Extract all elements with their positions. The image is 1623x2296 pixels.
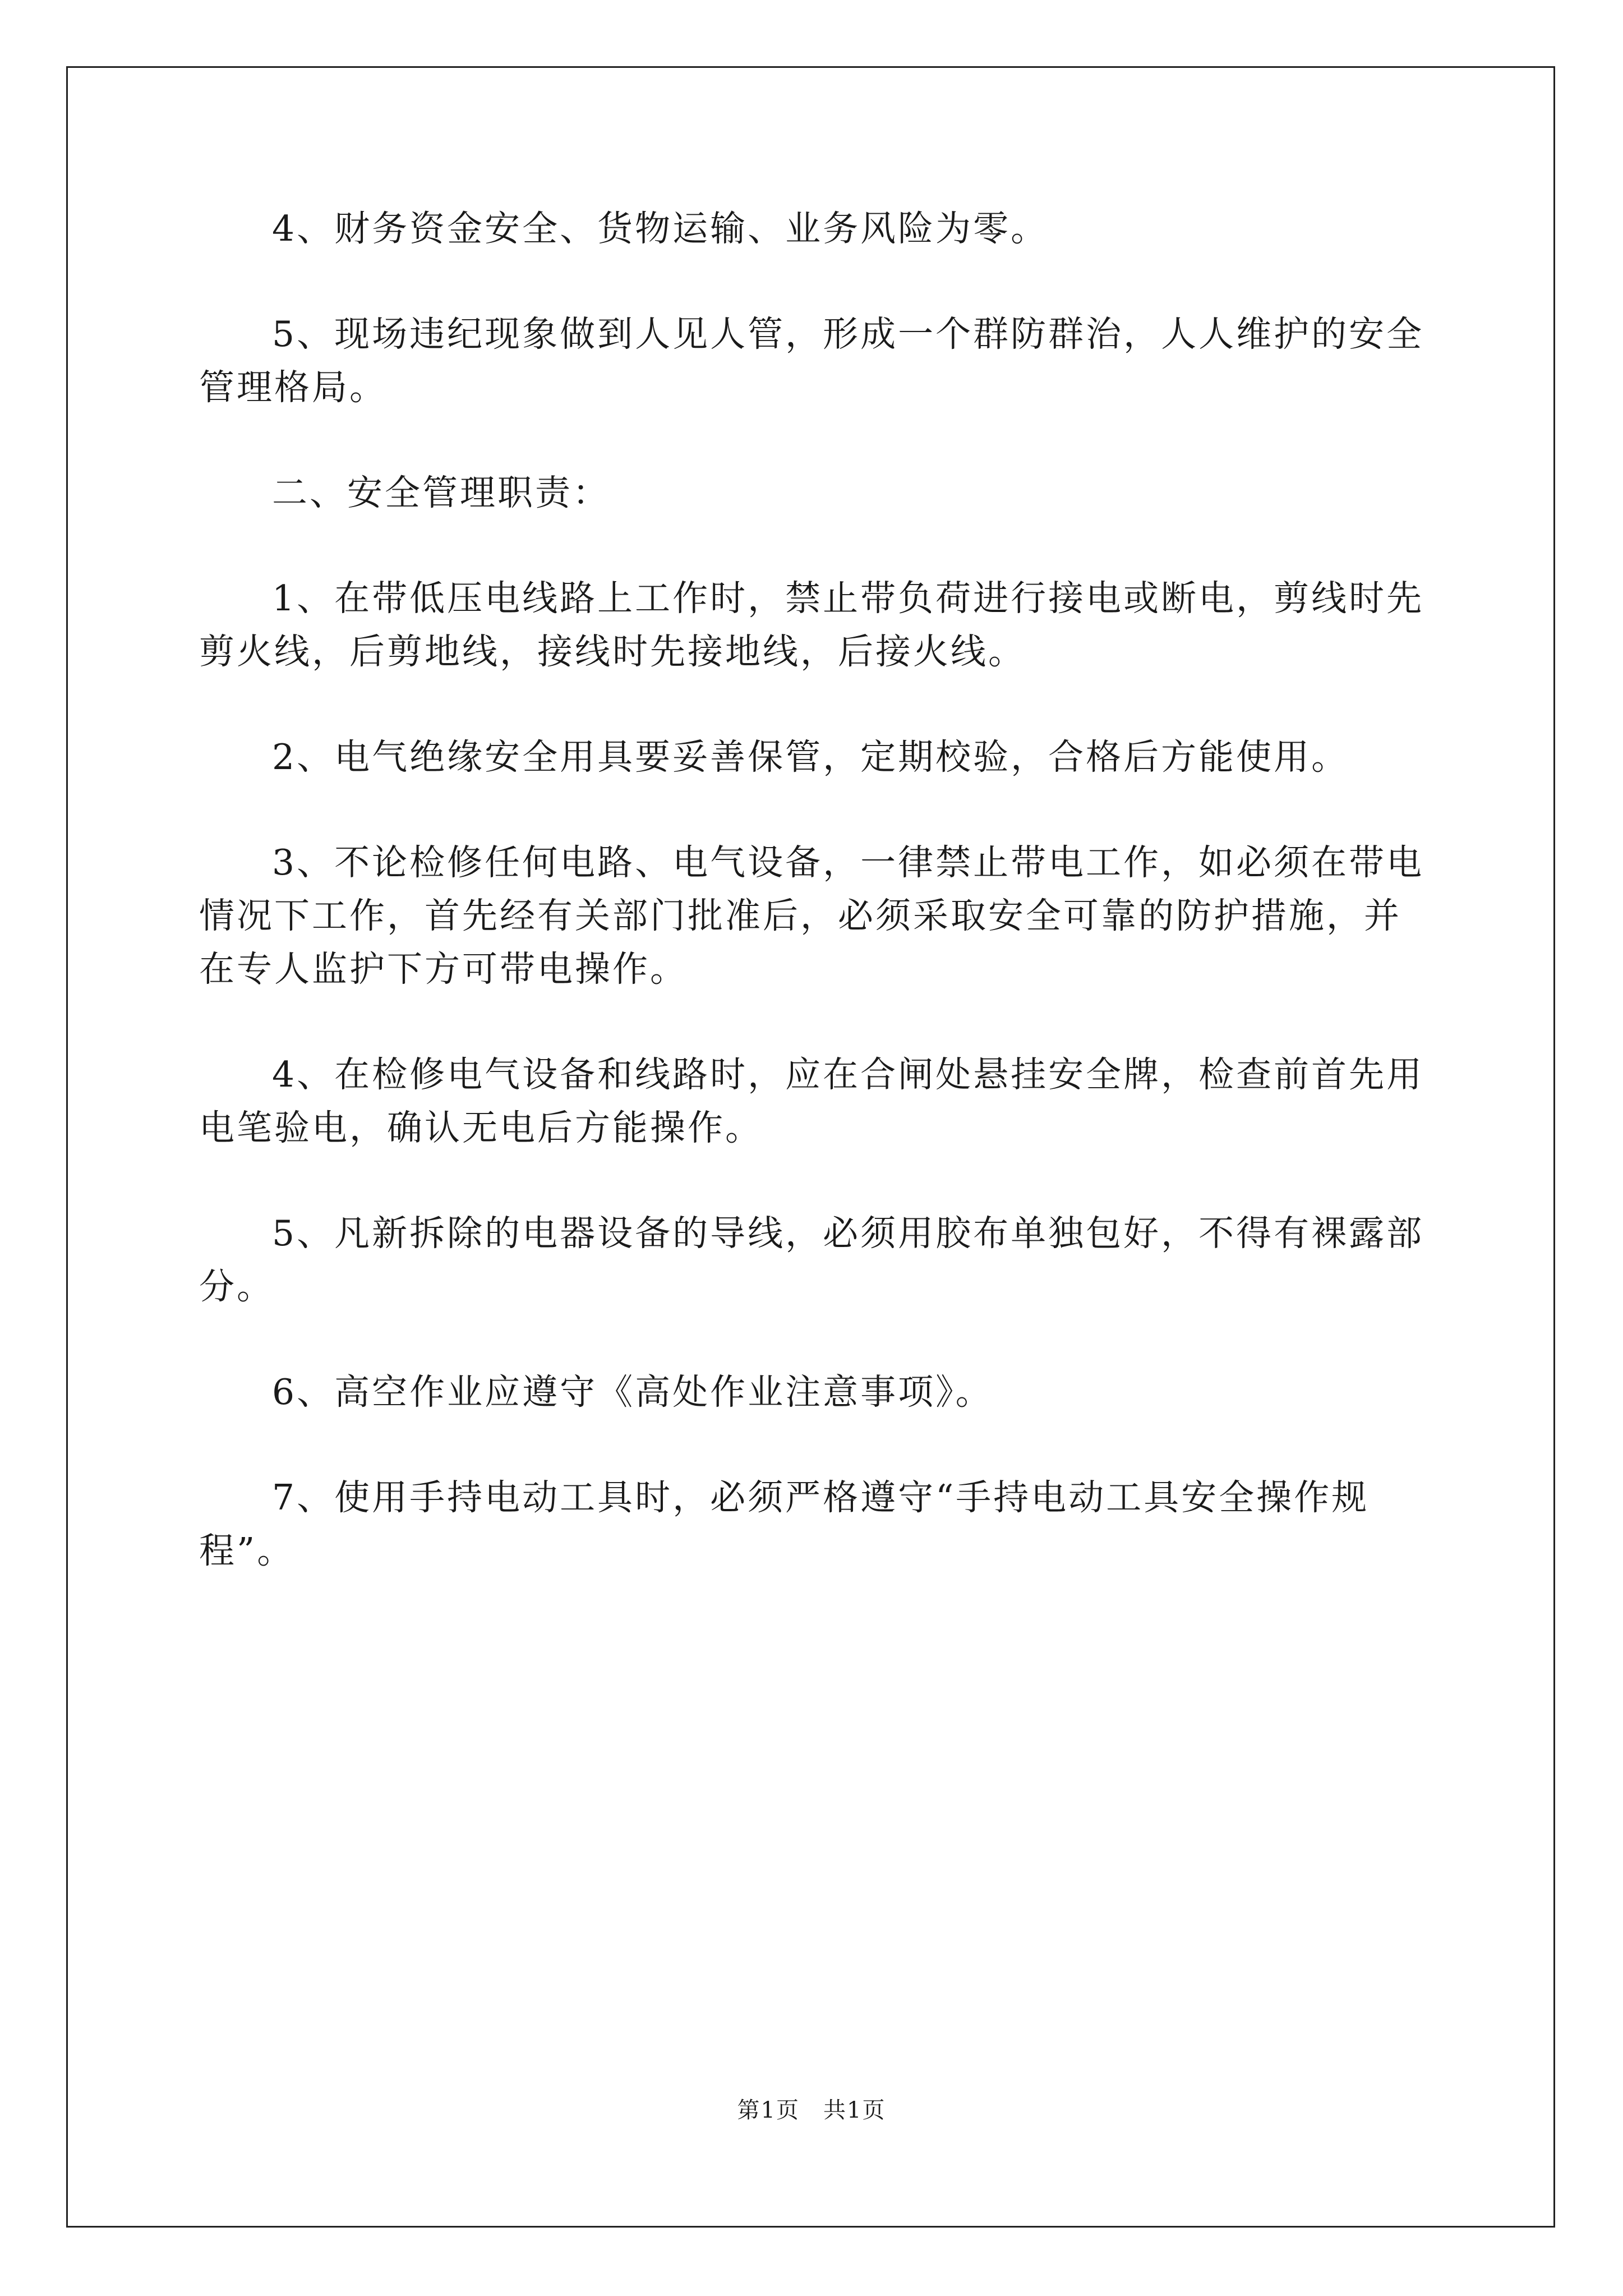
page-footer: 第1页 共1页 (737, 2097, 886, 2123)
paragraph-7: 4、在检修电气设备和线路时，应在合闸处悬挂安全牌，检查前首先用电笔验电，确认无电后方能操作。 (199, 1054, 1424, 1148)
section-heading: 二、安全管理职责： (272, 472, 610, 513)
document-body (199, 202, 1433, 1630)
paragraph-2: 5、现场违纪现象做到人见人管，形成一个群防群治，人人维护的安全管理格局。 (199, 314, 1424, 408)
paragraph-4: 1、在带低压电线路上工作时，禁止带负荷进行接电或断电，剪线时先剪火线，后剪地线，接线时先接地线，后接火线。 (199, 578, 1424, 672)
paragraph-10: 7、使用手持电动工具时，必须严格遵守“手持电动工具安全操作规程”。 (199, 1477, 1370, 1571)
paragraph-1: 4、财务资金安全、货物运输、业务风险为零。 (272, 208, 1049, 249)
paragraph-6: 3、不论检修任何电路、电气设备，一律禁止带电工作，如必须在带电情况下工作，首先经有关部门批准后，必须采取安全可靠的防护措施，并在专人监护下方可带电操作。 (199, 842, 1424, 990)
paragraph-5: 2、电气绝缘安全用具要妥善保管，定期校验，合格后方能使用。 (272, 737, 1349, 777)
paragraph-9: 6、高空作业应遵守《高处作业注意事项》。 (272, 1372, 993, 1412)
paragraph-8: 5、凡新拆除的电器设备的导线，必须用胶布单独包好，不得有裸露部分。 (199, 1213, 1424, 1307)
